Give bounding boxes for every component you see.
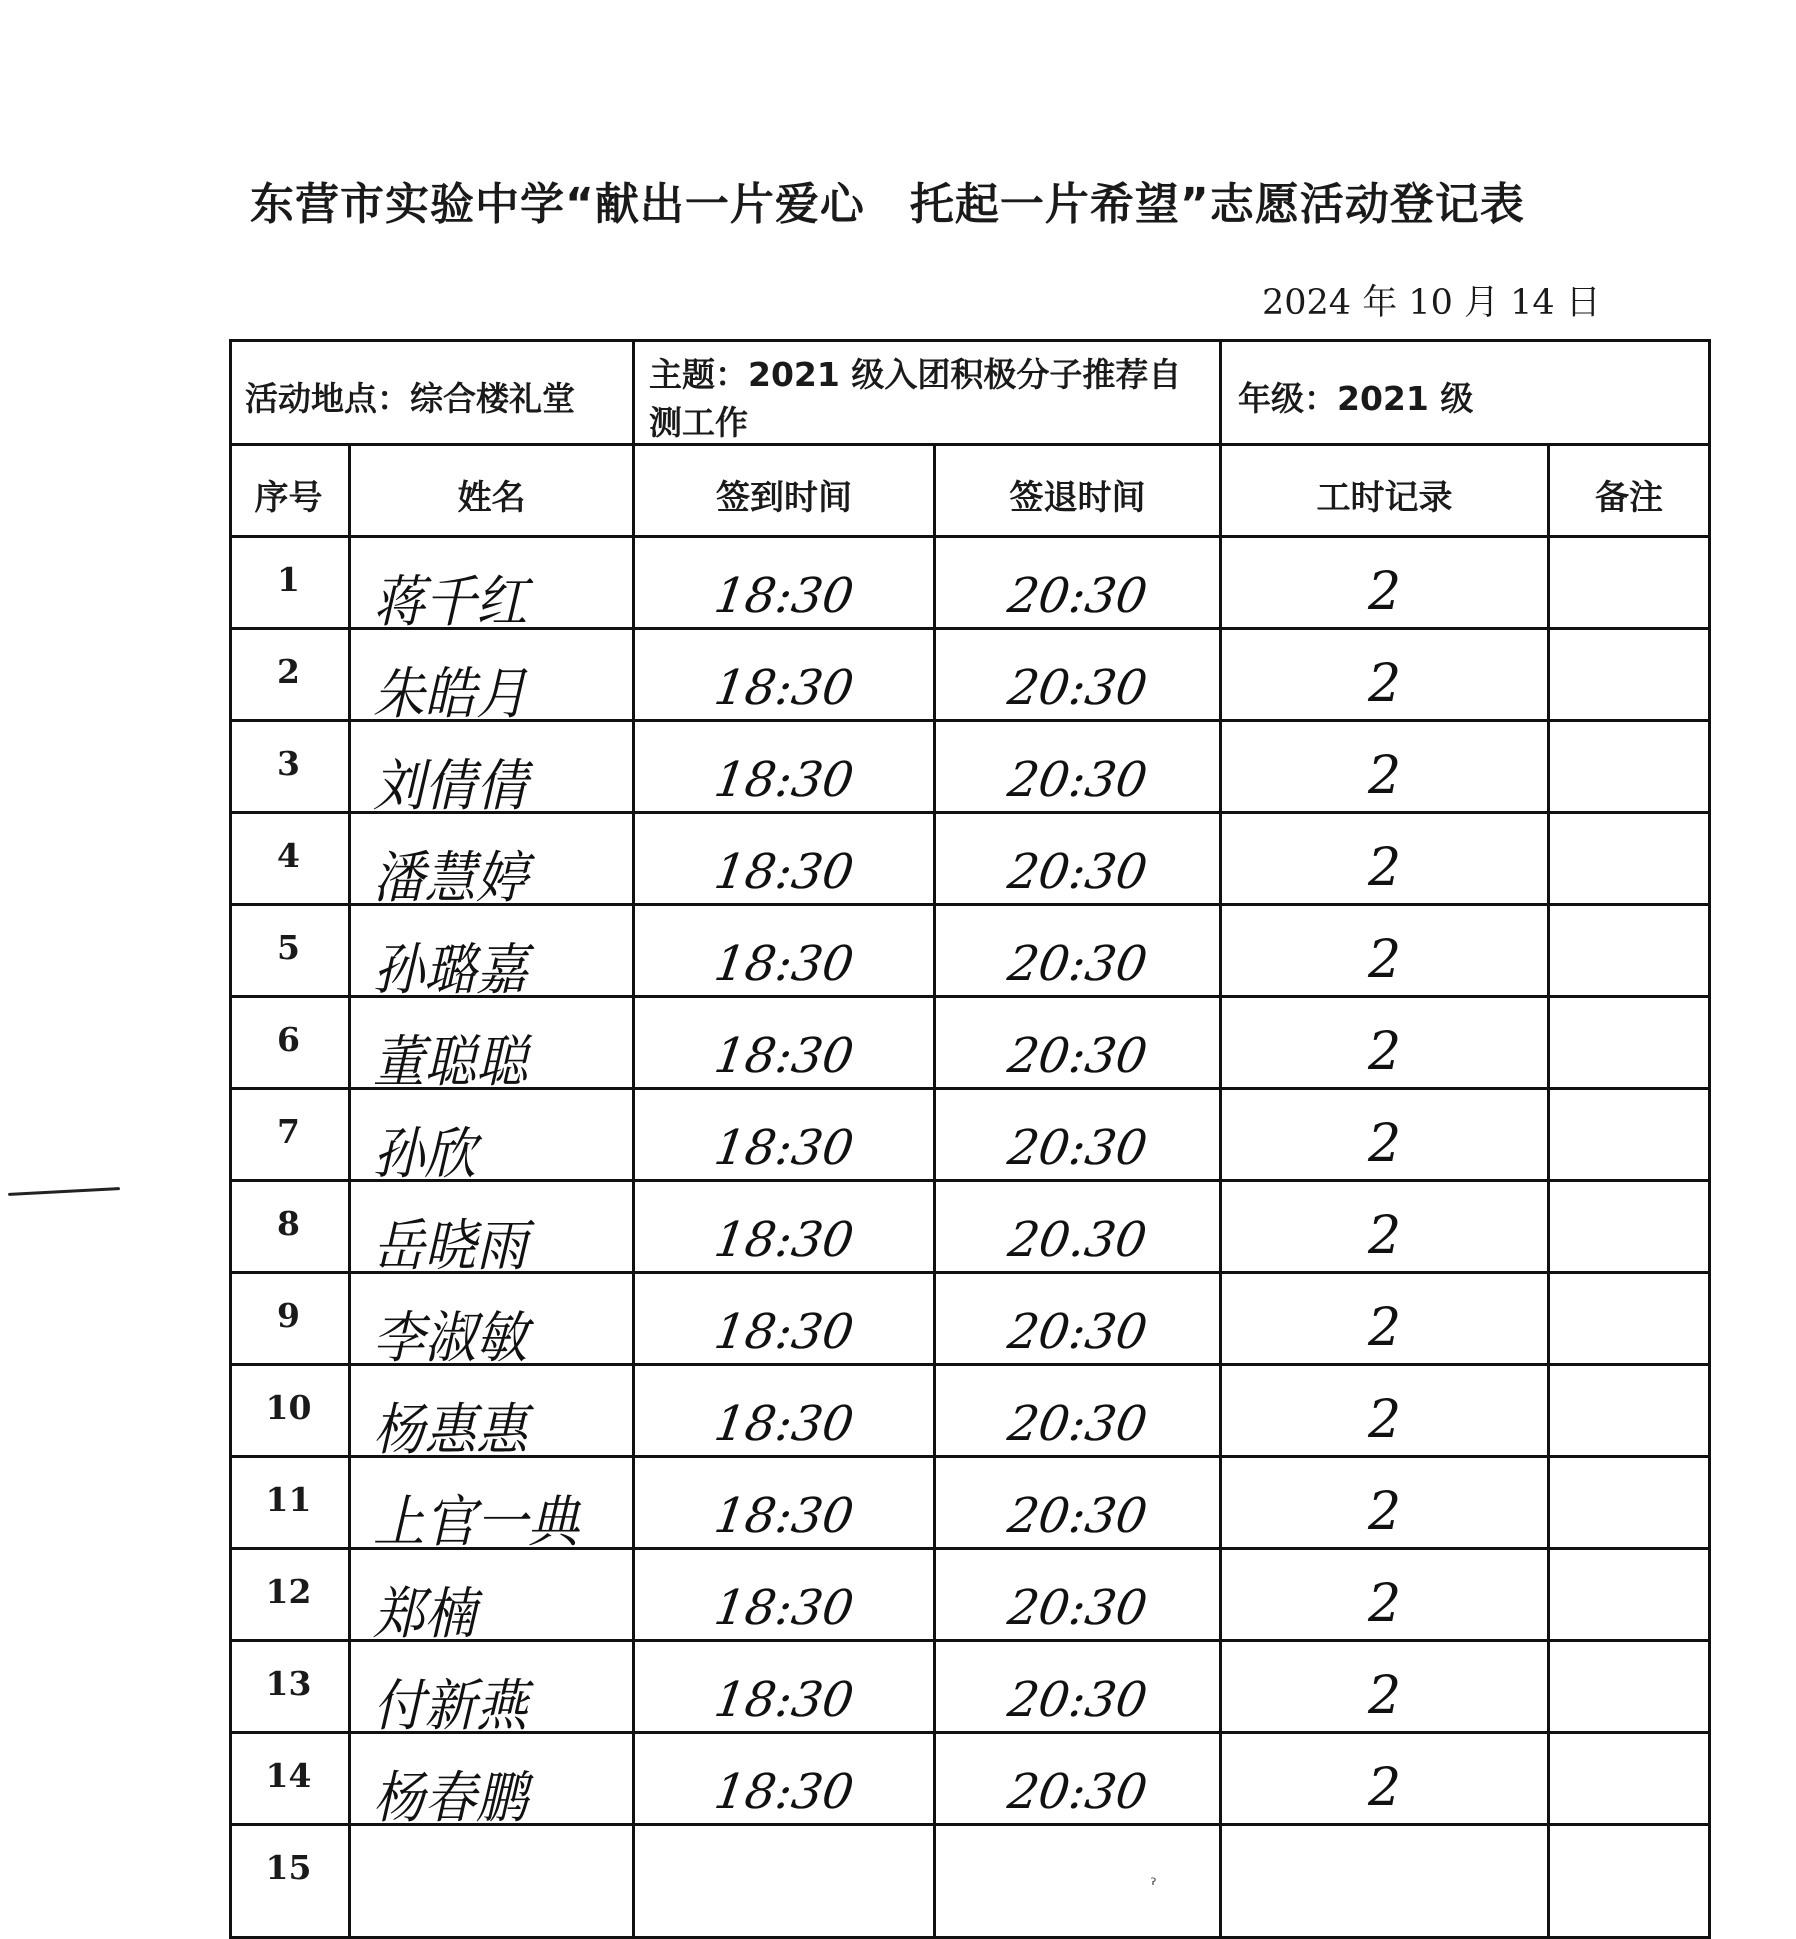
row-hours: 2 — [1367, 1482, 1402, 1542]
header-sign-out-label: 签退时间 — [1009, 478, 1146, 518]
row-index-cell — [229, 1826, 351, 1939]
row-hours: 2 — [1367, 1758, 1402, 1818]
header-name-label: 姓名 — [457, 478, 526, 518]
header-index — [229, 446, 351, 538]
header-hours — [1222, 446, 1550, 538]
row-index: 12 — [265, 1572, 312, 1611]
row-name-signature: 付新燕 — [373, 1674, 528, 1739]
row-hours-cell — [1222, 1182, 1550, 1274]
row-sign-in-time-cell — [635, 1826, 936, 1939]
header-remarks-label: 备注 — [1595, 478, 1663, 518]
row-hours: 2 — [1367, 1574, 1402, 1634]
row-name-signature-cell — [351, 538, 635, 635]
row-hours-cell — [1222, 1366, 1550, 1458]
topic-line2: 测工作 — [649, 403, 748, 442]
location-label: 活动地点：综合楼礼堂 — [245, 379, 575, 418]
row-index: 14 — [265, 1756, 312, 1795]
row-remarks-cell — [1550, 1826, 1711, 1939]
row-index-cell — [229, 722, 351, 814]
row-hours: 2 — [1367, 654, 1402, 714]
row-name-signature: 孙欣 — [373, 1122, 477, 1187]
row-sign-out-time: 20:30 — [1004, 936, 1151, 992]
row-name-signature-cell — [351, 1274, 635, 1371]
row-index: 9 — [277, 1296, 300, 1335]
row-sign-in-time: 18:30 — [710, 844, 858, 900]
row-hours: 2 — [1367, 930, 1402, 990]
row-index-cell — [229, 1274, 351, 1366]
row-name-signature: 郑楠 — [373, 1582, 477, 1647]
row-index: 3 — [277, 744, 300, 783]
row-name-signature: 蒋千红 — [373, 570, 528, 635]
row-sign-in-time-cell — [635, 1550, 936, 1642]
header-remarks — [1550, 446, 1711, 538]
row-sign-in-time: 18:30 — [710, 936, 858, 992]
row-remarks-cell — [1550, 814, 1711, 906]
row-sign-in-time: 18:30 — [710, 1764, 858, 1820]
row-index-cell — [229, 630, 351, 722]
row-sign-in-time: 18:30 — [710, 1212, 858, 1268]
row-name-signature: 上官一典 — [373, 1490, 580, 1555]
header-index-label: 序号 — [254, 478, 323, 518]
row-hours-cell — [1222, 722, 1550, 814]
row-sign-in-time: 18:30 — [710, 1304, 858, 1360]
row-name-signature: 刘倩倩 — [373, 754, 528, 819]
row-sign-in-time-cell — [635, 1274, 936, 1366]
row-hours: 2 — [1367, 1114, 1402, 1174]
header-name — [351, 446, 635, 538]
row-name-signature-cell — [351, 1826, 635, 1939]
row-name-signature-cell — [351, 906, 635, 1003]
row-sign-out-time: 20:30 — [1004, 1396, 1151, 1452]
date: 2024 年 10 月 14 日 — [1262, 283, 1601, 323]
row-hours-cell — [1222, 630, 1550, 722]
row-name-signature-cell — [351, 1090, 635, 1187]
row-remarks-cell — [1550, 1182, 1711, 1274]
row-remarks-cell — [1550, 538, 1711, 630]
row-hours: 2 — [1367, 1206, 1402, 1266]
row-name-signature: 孙璐嘉 — [373, 938, 528, 1003]
row-sign-in-time-cell — [635, 998, 936, 1090]
row-sign-out-time: 20:30 — [1004, 1580, 1151, 1636]
row-sign-in-time: 18:30 — [710, 568, 858, 624]
row-sign-out-time: 20:30 — [1004, 844, 1151, 900]
row-remarks-cell — [1550, 1642, 1711, 1734]
row-sign-out-time-cell — [936, 1642, 1222, 1734]
row-sign-out-time-cell — [936, 1550, 1222, 1642]
row-name-signature: 杨春鹏 — [373, 1766, 528, 1831]
row-sign-out-time-cell — [936, 538, 1222, 630]
row-index-cell — [229, 906, 351, 998]
header-sign-out — [936, 446, 1222, 538]
row-index-cell — [229, 1642, 351, 1734]
row-hours-cell — [1222, 538, 1550, 630]
row-hours-cell — [1222, 1090, 1550, 1182]
row-sign-out-time-cell — [936, 1274, 1222, 1366]
row-index-cell — [229, 1734, 351, 1826]
row-sign-out-time-cell — [936, 1826, 1222, 1939]
row-hours: 2 — [1367, 1298, 1402, 1358]
row-sign-in-time-cell — [635, 538, 936, 630]
row-sign-in-time-cell — [635, 814, 936, 906]
row-sign-out-time-cell — [936, 814, 1222, 906]
row-sign-in-time-cell — [635, 630, 936, 722]
row-index-cell — [229, 538, 351, 630]
row-sign-in-time-cell — [635, 906, 936, 998]
row-name-signature-cell — [351, 1182, 635, 1279]
row-hours: 2 — [1367, 1666, 1402, 1726]
row-index: 13 — [265, 1664, 312, 1703]
row-sign-in-time: 18:30 — [710, 1672, 858, 1728]
row-sign-out-time: 20:30 — [1004, 1120, 1151, 1176]
row-sign-out-time: 20:30 — [1004, 1764, 1151, 1820]
row-name-signature-cell — [351, 1458, 635, 1555]
row-remarks-cell — [1550, 1090, 1711, 1182]
row-hours-cell — [1222, 1274, 1550, 1366]
header-sign-in — [635, 446, 936, 538]
row-name-signature: 李淑敏 — [373, 1306, 528, 1371]
row-sign-in-time: 18:30 — [710, 752, 858, 808]
row-remarks-cell — [1550, 906, 1711, 998]
row-sign-out-time: 20:30 — [1004, 568, 1151, 624]
row-hours-cell — [1222, 998, 1550, 1090]
row-index: 15 — [265, 1848, 312, 1887]
row-remarks-cell — [1550, 1366, 1711, 1458]
stray-ink-dot: ˀ — [1150, 1875, 1157, 1896]
row-sign-out-time-cell — [936, 906, 1222, 998]
header-hours-label: 工时记录 — [1316, 478, 1453, 518]
row-sign-out-time: 20:30 — [1004, 1672, 1151, 1728]
row-remarks-cell — [1550, 722, 1711, 814]
row-sign-in-time: 18:30 — [710, 1120, 858, 1176]
row-sign-in-time-cell — [635, 1642, 936, 1734]
row-sign-out-time: 20:30 — [1004, 660, 1151, 716]
row-sign-out-time: 20:30 — [1004, 1028, 1151, 1084]
row-sign-out-time-cell — [936, 1734, 1222, 1826]
row-sign-in-time: 18:30 — [710, 1580, 858, 1636]
row-sign-out-time: 20.30 — [1004, 1212, 1151, 1268]
row-hours: 2 — [1367, 562, 1402, 622]
row-index-cell — [229, 1550, 351, 1642]
row-hours: 2 — [1367, 838, 1402, 898]
row-remarks-cell — [1550, 1550, 1711, 1642]
row-name-signature-cell — [351, 814, 635, 911]
row-sign-out-time-cell — [936, 1090, 1222, 1182]
row-sign-in-time: 18:30 — [710, 1396, 858, 1452]
row-sign-out-time-cell — [936, 998, 1222, 1090]
row-hours-cell — [1222, 814, 1550, 906]
stray-pen-mark — [8, 1187, 120, 1196]
row-hours-cell — [1222, 1458, 1550, 1550]
registration-table — [229, 339, 1711, 1939]
row-sign-in-time: 18:30 — [710, 1028, 858, 1084]
row-hours-cell — [1222, 1826, 1550, 1939]
row-sign-out-time-cell — [936, 722, 1222, 814]
row-hours-cell — [1222, 906, 1550, 998]
row-index-cell — [229, 1366, 351, 1458]
row-remarks-cell — [1550, 1274, 1711, 1366]
row-index-cell — [229, 1182, 351, 1274]
row-index: 6 — [277, 1020, 300, 1059]
row-sign-in-time-cell — [635, 1182, 936, 1274]
row-sign-out-time-cell — [936, 1366, 1222, 1458]
row-sign-in-time-cell — [635, 1090, 936, 1182]
row-index: 8 — [277, 1204, 300, 1243]
row-sign-out-time: 20:30 — [1004, 1304, 1151, 1360]
row-remarks-cell — [1550, 630, 1711, 722]
row-remarks-cell — [1550, 1734, 1711, 1826]
row-name-signature-cell — [351, 998, 635, 1095]
row-name-signature: 岳晓雨 — [373, 1214, 528, 1279]
row-hours: 2 — [1367, 746, 1402, 806]
row-hours-cell — [1222, 1642, 1550, 1734]
row-remarks-cell — [1550, 1458, 1711, 1550]
row-index: 2 — [277, 652, 300, 691]
row-hours: 2 — [1367, 1390, 1402, 1450]
row-sign-in-time: 18:30 — [710, 1488, 858, 1544]
row-sign-in-time-cell — [635, 722, 936, 814]
row-name-signature: 董聪聪 — [373, 1030, 528, 1095]
row-name-signature-cell — [351, 1550, 635, 1647]
row-name-signature: 朱皓月 — [373, 662, 528, 727]
row-name-signature: 潘慧婷 — [373, 846, 528, 911]
row-sign-in-time-cell — [635, 1366, 936, 1458]
topic-line1: 主题：2021 级入团积极分子推荐自 — [649, 355, 1182, 394]
row-remarks-cell — [1550, 998, 1711, 1090]
row-sign-out-time-cell — [936, 1458, 1222, 1550]
row-sign-in-time-cell — [635, 1458, 936, 1550]
row-name-signature-cell — [351, 1366, 635, 1463]
row-sign-out-time: 20:30 — [1004, 1488, 1151, 1544]
row-index: 5 — [277, 928, 300, 967]
grade-cell — [1222, 339, 1711, 446]
row-index: 1 — [277, 560, 300, 599]
location-cell — [229, 339, 635, 446]
row-name-signature-cell — [351, 1734, 635, 1831]
grade-label: 年级：2021 级 — [1238, 379, 1474, 418]
row-hours: 2 — [1367, 1022, 1402, 1082]
row-index-cell — [229, 1458, 351, 1550]
row-sign-out-time: 20:30 — [1004, 752, 1151, 808]
row-hours-cell — [1222, 1734, 1550, 1826]
row-index-cell — [229, 998, 351, 1090]
row-sign-in-time: 18:30 — [710, 660, 858, 716]
topic-cell — [635, 339, 1222, 446]
row-index: 4 — [277, 836, 300, 875]
row-name-signature: 杨惠惠 — [373, 1398, 528, 1463]
row-index: 11 — [265, 1480, 312, 1519]
row-index: 10 — [265, 1388, 312, 1427]
row-sign-out-time-cell — [936, 630, 1222, 722]
row-sign-in-time-cell — [635, 1734, 936, 1826]
row-index-cell — [229, 1090, 351, 1182]
row-name-signature-cell — [351, 630, 635, 727]
row-name-signature-cell — [351, 722, 635, 819]
header-sign-in-label: 签到时间 — [716, 478, 852, 518]
row-index-cell — [229, 814, 351, 906]
page-title: 东营市实验中学“献出一片爱心 托起一片希望”志愿活动登记表 — [250, 179, 1525, 230]
row-name-signature-cell — [351, 1642, 635, 1739]
row-sign-out-time-cell — [936, 1182, 1222, 1274]
row-hours-cell — [1222, 1550, 1550, 1642]
row-index: 7 — [277, 1112, 300, 1151]
